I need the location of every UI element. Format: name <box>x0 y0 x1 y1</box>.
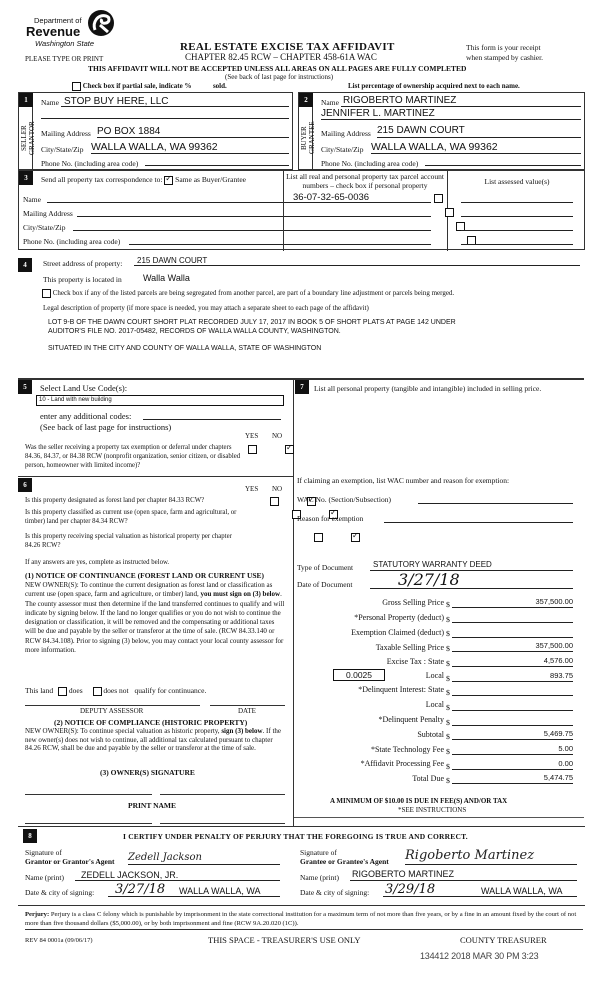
buyer-city-field[interactable]: WALLA WALLA, WA 99362 <box>371 141 581 154</box>
seller-name-field-2[interactable] <box>41 109 289 119</box>
buyer-phone-field[interactable] <box>425 157 581 166</box>
grantee-date-city-field[interactable]: 3/29/18 WALLA WALLA, WA <box>383 882 577 897</box>
owner-signature-line-1[interactable] <box>25 794 152 795</box>
parcel-field-3[interactable] <box>291 220 431 231</box>
assessed-field-3[interactable] <box>461 221 573 231</box>
print-name-label: PRINT NAME <box>128 801 176 810</box>
segregate-label: Check box if any of the listed parcels are being segregated from another parcel, are part of a boundary line adjustment or parcels being merged. <box>52 289 455 298</box>
section-8-number: 8 <box>23 829 37 843</box>
county-treasurer-label: COUNTY TREASURER <box>460 935 547 945</box>
section-2-buyer <box>298 92 585 170</box>
section-1-seller <box>18 92 293 170</box>
seller-name-label: Name <box>41 98 59 107</box>
see-instructions-note: *SEE INSTRUCTIONS <box>398 806 467 814</box>
perjury-notice: Perjury: Perjury is a class C felony which is punishable by imprisonment in the state correctional institution for a maximum term of not more than five years, or by a fine in an amount fixed by the court of not more than five thousand dollars ($5,000.00), or by both imprisonment and fine (RCW 9A.20.020 (1C)). <box>25 910 583 930</box>
grantor-name-label: Name (print) <box>25 873 64 882</box>
excise-state-label: Excise Tax : State <box>386 657 444 666</box>
exemption-claimed-field[interactable] <box>452 627 573 638</box>
personal-prop-label: *Personal Property (deduct) <box>354 613 444 622</box>
partial-sale-checkbox[interactable] <box>72 82 81 91</box>
dor-logo <box>26 8 122 50</box>
excise-state-field[interactable]: 4,576.00 <box>452 656 573 667</box>
delinquent-penalty-field[interactable] <box>452 715 573 726</box>
tech-fee-label: *State Technology Fee <box>370 745 444 754</box>
continuance-row: This land does does not qualify for continuance. <box>25 686 207 695</box>
partial-sale <box>72 82 227 91</box>
local-rate-box[interactable]: 0.0025 <box>333 669 385 681</box>
parcel-field-1[interactable]: 36-07-32-65-0036 <box>291 192 431 203</box>
see-back-note: (See back of last page for instructions) <box>225 73 334 81</box>
delinquent-interest-local-label: Local <box>425 700 444 709</box>
grantee-name-field[interactable]: RIGOBERTO MARTINEZ <box>350 869 577 881</box>
processing-fee-field[interactable]: 0.00 <box>452 759 573 770</box>
street-label: Street address of property: <box>43 259 123 268</box>
receipt-note-2: when stamped by cashier. <box>466 53 544 62</box>
section-3-number: 3 <box>19 171 33 185</box>
section5-see-back: (See back of last page for instructions) <box>40 422 172 432</box>
deputy-assessor-signature-line[interactable] <box>25 705 200 706</box>
additional-codes-field[interactable] <box>143 410 281 420</box>
grantee-name-label: Name (print) <box>300 873 339 882</box>
seller-mailing-field[interactable]: PO BOX 1884 <box>97 126 289 138</box>
excise-local-label: Local <box>425 671 444 680</box>
legal-desc-line1: LOT 9-B OF THE DAWN COURT SHORT PLAT RECORDED JULY 17, 2017 IN BOOK 5 OF SHORT PLATS AT PAGE 142 UNDER <box>48 319 456 326</box>
doc-date-field[interactable]: 3/27/18 <box>370 572 573 589</box>
corr-name-label: Name <box>23 195 41 204</box>
corr-phone-field[interactable] <box>129 236 293 245</box>
street-field[interactable]: 215 DAWN COURT <box>134 256 580 266</box>
reason-label: Reason for exemption <box>297 514 364 523</box>
owner-signature-line-2[interactable] <box>160 794 285 795</box>
parcel-personal-checkbox-2[interactable] <box>445 208 454 217</box>
form-title: REAL ESTATE EXCISE TAX AFFIDAVIT <box>180 41 395 53</box>
notice-compliance-title: (2) NOTICE OF COMPLIANCE (HISTORIC PROPERTY) <box>54 718 248 727</box>
ownership-note: List percentage of ownership acquired next to each name. <box>348 82 520 90</box>
gross-price-label: Gross Selling Price <box>382 598 444 607</box>
subtotal-field[interactable]: 5,469.75 <box>452 729 573 740</box>
personal-prop-field[interactable] <box>452 612 573 623</box>
doc-type-field[interactable]: STATUTORY WARRANTY DEED <box>370 560 573 571</box>
assessed-header: List assessed value(s) <box>484 177 550 186</box>
delinquent-interest-local-field[interactable] <box>452 700 573 711</box>
form-revision: REV 84 0001a (09/06/17) <box>25 937 93 944</box>
corr-name-field[interactable] <box>47 194 293 203</box>
parcel-field-4[interactable] <box>291 234 431 245</box>
assessor-date-line[interactable] <box>210 705 285 706</box>
total-due-field[interactable]: 5,474.75 <box>452 773 573 784</box>
buyer-name-label: Name <box>321 98 339 107</box>
seller-phone-label: Phone No. (including area code) <box>41 159 139 168</box>
legal-desc-line2: AUDITOR'S FILE NO. 2017-05482, RECORDS OF WALLA WALLA COUNTY, WASHINGTON. <box>48 328 341 335</box>
assessor-date-label: DATE <box>238 707 256 715</box>
section-5-number: 5 <box>18 380 32 394</box>
parcel-header: List all real and personal property tax parcel account numbers – check box if personal property <box>286 172 444 190</box>
section-2-number: 2 <box>299 93 313 107</box>
deputy-assessor-label: DEPUTY ASSESSOR <box>80 707 144 715</box>
doc-type-label: Type of Document <box>297 563 354 572</box>
parcel-personal-checkbox-1[interactable] <box>434 194 443 203</box>
agency-line1: Department of <box>34 16 82 25</box>
land-use-label: Select Land Use Code(s): <box>40 383 128 393</box>
buyer-mailing-label: Mailing Address <box>321 129 371 138</box>
located-value[interactable]: Walla Walla <box>143 273 190 283</box>
delinquent-interest-state-label: *Delinquent Interest: State <box>358 685 444 694</box>
form-chapter: CHAPTER 82.45 RCW – CHAPTER 458-61A WAC <box>185 52 377 62</box>
same-as-buyer-checkbox[interactable] <box>164 176 173 185</box>
s5-yes-header: YES <box>245 432 259 440</box>
if-yes-instruction: If any answers are yes, complete as instructed below. <box>25 559 170 566</box>
partial-sale-sold: sold. <box>212 82 227 91</box>
notice-compliance-body: NEW OWNER(S): To continue special valuation as historic property, sign (3) below. If the new owner(s) does not wish to continue, all additional tax calculated pursuant to chapter 84.26 RCW, shall be due and payable by the seller or transferor at the time of sale. <box>25 727 282 752</box>
grantor-date-label: Date & city of signing: <box>25 888 95 897</box>
seller-name-field[interactable]: STOP BUY HERE, LLC <box>61 96 289 107</box>
historical-question: Is this property receiving special valuation as historical property per chapter 84.26 RCW? <box>25 533 232 549</box>
segregate-row <box>42 289 454 298</box>
gross-price-field[interactable]: 357,500.00 <box>452 597 573 608</box>
treasurer-use-label: THIS SPACE - TREASURER'S USE ONLY <box>208 935 361 945</box>
exemption-yes-checkbox[interactable] <box>248 445 257 454</box>
section-1-number: 1 <box>19 93 33 107</box>
section-4-number: 4 <box>18 258 32 272</box>
dor-swirl-icon <box>86 8 116 38</box>
receipt-note-1: This form is your receipt <box>466 43 541 52</box>
exemption-claimed-label: Exemption Claimed (deduct) <box>351 628 444 637</box>
parcel-field-2[interactable] <box>291 206 431 217</box>
minimum-due-note: A MINIMUM OF $10.00 IS DUE IN FEE(S) AND/OR TAX <box>330 797 508 805</box>
agency-line2: Revenue <box>26 24 81 39</box>
current-use-question: Is this property classified as current use (open space, farm and agricultural, or timber) land per chapter 84.34 RCW? <box>25 509 237 525</box>
section-3-tax-correspondence <box>18 170 585 250</box>
reason-field[interactable] <box>384 514 573 523</box>
personal-property-label: List all personal property (tangible and intangible) included in selling price. <box>314 384 542 393</box>
seller-city-label: City/State/Zip <box>41 145 84 154</box>
buyer-name-field-2[interactable]: JENNIFER L. MARTINEZ <box>321 108 581 120</box>
print-name-line-2[interactable] <box>160 823 285 824</box>
corr-city-label: City/State/Zip <box>23 223 66 232</box>
taxable-price-label: Taxable Selling Price <box>375 643 444 652</box>
does-not-qualify-checkbox[interactable] <box>93 687 102 696</box>
located-label: This property is located in <box>43 275 122 284</box>
does-qualify-checkbox[interactable] <box>58 687 67 696</box>
type-or-print: PLEASE TYPE OR PRINT <box>25 55 104 63</box>
grantor-sig-label-1: Signature of <box>25 848 62 857</box>
seller-phone-field[interactable] <box>145 157 289 166</box>
subtotal-label: Subtotal <box>417 730 444 739</box>
grantor-signature-field[interactable]: Zedell Jackson <box>128 852 280 865</box>
s6-yes-header: YES <box>245 485 259 493</box>
doc-date-label: Date of Document <box>297 580 353 589</box>
grantor-name-field[interactable]: ZEDELL JACKSON, JR. <box>75 870 280 881</box>
segregate-checkbox[interactable] <box>42 289 51 298</box>
section-7-number: 7 <box>295 380 309 394</box>
delinquent-penalty-label: *Delinquent Penalty <box>378 715 444 724</box>
notice-continuance-title: (1) NOTICE OF CONTINUANCE (FOREST LAND OR CURRENT USE) <box>25 571 265 580</box>
buyer-side-label: BUYER GRANTEE <box>300 121 316 155</box>
forest-land-question: Is this property designated as forest land per chapter 84.33 RCW? <box>25 497 205 504</box>
certify-statement: I CERTIFY UNDER PENALTY OF PERJURY THAT THE FOREGOING IS TRUE AND CORRECT. <box>123 832 468 841</box>
total-due-label: Total Due <box>412 774 444 783</box>
treasurer-stamp: 134412 2018 MAR 30 PM 3:23 <box>420 951 539 961</box>
grantee-sig-label-2: Grantee or Grantee's Agent <box>300 857 389 866</box>
legal-desc-label: Legal description of property (if more space is needed, you may attach a separate sheet to each page of the affidavit) <box>43 304 369 312</box>
land-use-select[interactable]: 10 - Land with new building <box>36 395 284 406</box>
taxable-price-field[interactable]: 357,500.00 <box>452 641 573 652</box>
forest-land-yes-checkbox[interactable] <box>270 497 279 506</box>
section-6-number: 6 <box>18 478 32 492</box>
partial-sale-label: Check box if partial sale, indicate % <box>82 82 192 91</box>
assessed-field-4[interactable] <box>461 235 573 245</box>
buyer-phone-label: Phone No. (including area code) <box>321 159 419 168</box>
notice-continuance-body: NEW OWNER(S): To continue the current designation as forest land or classification as current use (open space, farm and agriculture, or timber) land, you must sign on (3) below. The county assessor must then determine if the land transferred continues to qualify and will indicate by signing below. If the land no longer qualifies or you do not wish to continue the designation or classification, it will be removed and the compensating or additional taxes will be due and payable by the seller or transferor at the time of sale. (RCW 84.33.140 or RCW 84.34.108). Prior to signing (3) below, you may contact your local county assessor for more information. <box>25 581 285 655</box>
exemption-claim-label: If claiming an exemption, list WAC number and reason for exemption: <box>297 476 510 485</box>
legal-desc-line3: SITUATED IN THE CITY AND COUNTY OF WALLA WALLA, STATE OF WASHINGTON <box>48 345 322 352</box>
grantee-date-label: Date & city of signing: <box>300 888 370 897</box>
personal-property-field[interactable] <box>300 410 580 470</box>
corr-mailing-field[interactable] <box>77 208 293 217</box>
buyer-name-field[interactable]: RIGOBERTO MARTINEZ <box>341 95 581 107</box>
corr-mailing-label: Mailing Address <box>23 209 73 218</box>
grantee-signature-field[interactable]: Rigoberto Martinez <box>405 848 577 865</box>
grantee-sig-label-1: Signature of <box>300 848 337 857</box>
exemption-question: Was the seller receiving a property tax exemption or deferral under chapters 84.36, 84.37, or 84.38 RCW (nonprofit organization, senior citizen, or disabled person, homeowner with limited income)? <box>25 444 241 469</box>
excise-local-field[interactable]: 893.75 <box>452 671 573 682</box>
corr-city-field[interactable] <box>73 222 293 231</box>
seller-city-field[interactable]: WALLA WALLA, WA 99362 <box>91 141 289 154</box>
send-to-label: Send all property tax correspondence to: <box>41 175 163 184</box>
buyer-city-label: City/State/Zip <box>321 145 364 154</box>
tech-fee-field[interactable]: 5.00 <box>452 744 573 755</box>
delinquent-interest-state-field[interactable] <box>452 685 573 696</box>
seller-mailing-label: Mailing Address <box>41 129 91 138</box>
grantor-date-city-field[interactable]: 3/27/18 WALLA WALLA, WA <box>108 882 280 897</box>
wac-label: WAC No. (Section/Subsection) <box>297 495 391 504</box>
s6-no-header: NO <box>272 485 283 493</box>
wac-field[interactable] <box>418 495 573 504</box>
additional-codes-label: enter any additional codes: <box>40 411 132 421</box>
assessed-field-1[interactable] <box>461 193 573 203</box>
completion-warning: THIS AFFIDAVIT WILL NOT BE ACCEPTED UNLESS ALL AREAS ON ALL PAGES ARE FULLY COMPLETED <box>88 64 467 73</box>
owner-signature-title: (3) OWNER(S) SIGNATURE <box>100 768 195 777</box>
grantor-sig-label-2: Grantor or Grantor's Agent <box>25 857 115 866</box>
processing-fee-label: *Affidavit Processing Fee <box>360 759 444 768</box>
print-name-line-1[interactable] <box>25 823 152 824</box>
seller-side-label: SELLER GRANTOR <box>20 121 36 155</box>
corr-phone-label: Phone No. (including area code) <box>23 237 121 246</box>
buyer-mailing-field[interactable]: 215 DAWN COURT <box>377 125 581 138</box>
agency-line3: Washington State <box>35 39 95 48</box>
exemption-no-checkbox[interactable] <box>285 445 294 454</box>
assessed-field-2[interactable] <box>461 207 573 217</box>
s5-no-header: NO <box>272 432 283 440</box>
same-as-buyer-label: Same as Buyer/Grantee <box>175 175 246 184</box>
